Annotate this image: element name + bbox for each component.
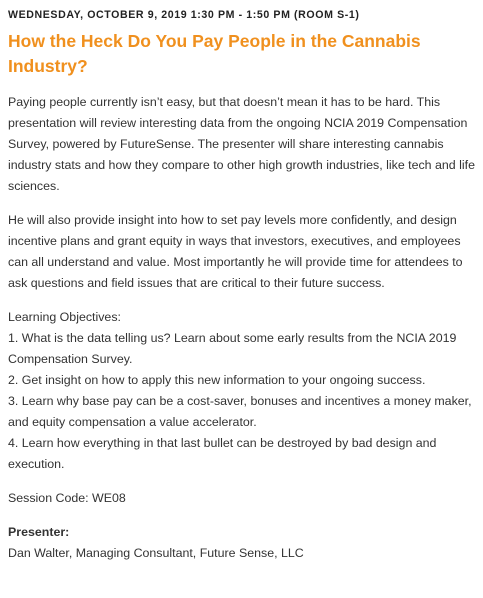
presenter-name: Dan Walter, Managing Consultant, Future Sense, LLC — [8, 546, 304, 560]
presenter-heading: Presenter: — [8, 525, 70, 539]
learning-objective-item: 4. Learn how everything in that last bullet can be destroyed by bad design and execution. — [8, 436, 437, 471]
learning-objectives-heading: Learning Objectives: — [8, 310, 121, 324]
session-code: Session Code: WE08 — [8, 491, 126, 505]
learning-objectives — [8, 307, 475, 475]
learning-objective-item: 3. Learn why base pay can be a cost-saver, bonuses and incentives a money maker, and equity compensation a value accelerator. — [8, 394, 472, 429]
learning-objective-item: 2. Get insight on how to apply this new information to your ongoing success. — [8, 373, 426, 387]
session-datetime: WEDNESDAY, OCTOBER 9, 2019 1:30 PM - 1:50 PM (ROOM S-1) — [8, 9, 360, 21]
session-description-paragraph: He will also provide insight into how to set pay levels more confidently, and design incentive plans and grant equity in ways that investors, executives, and employees can all understand and value. Most importantly he will provide time for attendees to ask questions and field issues that are critical to their future success. — [8, 213, 463, 290]
session-title: How the Heck Do You Pay People in the Cannabis Industry? — [8, 31, 421, 76]
learning-objective-item: 1. What is the data telling us? Learn about some early results from the NCIA 2019 Compensation Survey. — [8, 331, 457, 366]
session-description-paragraph: Paying people currently isn’t easy, but that doesn’t mean it has to be hard. This presentation will review interesting data from the ongoing NCIA 2019 Compensation Survey, powered by FutureSense. The presenter will share interesting cannabis industry stats and how they compare to other high growth industries, like tech and life sciences. — [8, 95, 475, 193]
